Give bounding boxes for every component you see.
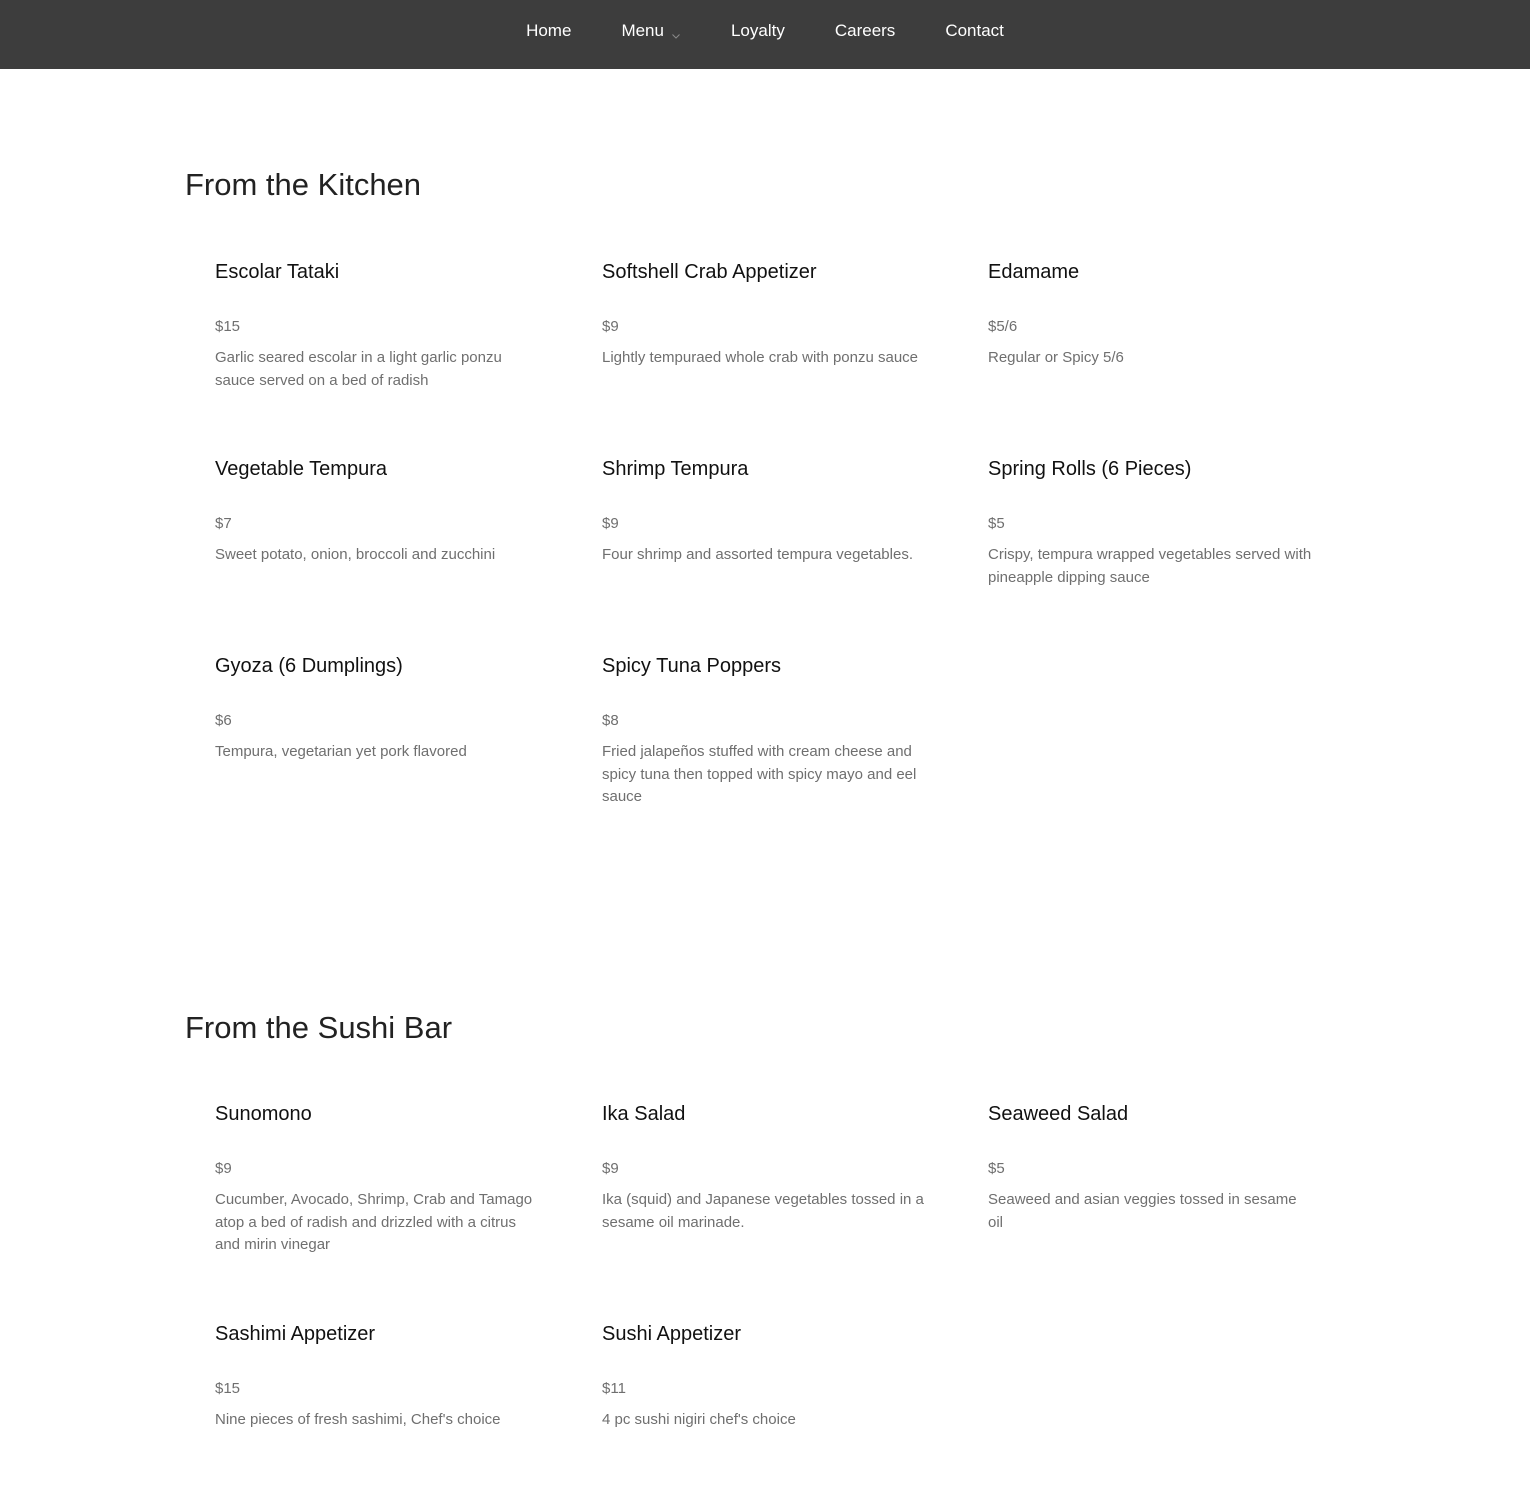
nav-home-label: Home <box>526 21 572 40</box>
item-name: Sushi Appetizer <box>602 1323 741 1345</box>
item-description: Nine pieces of fresh sashimi, Chef's choice <box>215 1411 501 1428</box>
top-navigation-bar <box>0 0 1530 69</box>
item-description: Ika (squid) and Japanese vegetables tossed in a sesame oil marinade. <box>602 1191 924 1231</box>
item-name: Sashimi Appetizer <box>215 1323 376 1345</box>
item-price: $15 <box>215 1380 241 1397</box>
item-price: $9 <box>602 1160 619 1177</box>
item-name: Shrimp Tempura <box>602 458 749 480</box>
item-name: Escolar Tataki <box>215 261 340 283</box>
item-price: $7 <box>215 515 232 532</box>
item-description: Garlic seared escolar in a light garlic ponzu sauce served on a bed of radish <box>215 349 502 389</box>
item-description: Fried jalapeños stuffed with cream cheese and spicy tuna then topped with spicy mayo and eel sauce <box>602 743 917 805</box>
item-price: $9 <box>602 515 619 532</box>
nav-menu-link[interactable] <box>621 21 681 41</box>
chevron-down-icon <box>671 26 681 36</box>
item-price: $5 <box>988 515 1005 532</box>
item-price: $11 <box>602 1380 626 1397</box>
item-price: $9 <box>215 1160 232 1177</box>
item-description: Lightly tempuraed whole crab with ponzu sauce <box>602 349 919 366</box>
item-description: Tempura, vegetarian yet pork flavored <box>215 743 467 760</box>
nav-home-link[interactable] <box>526 21 571 41</box>
item-description: Sweet potato, onion, broccoli and zucchini <box>215 546 496 563</box>
item-name: Gyoza (6 Dumplings) <box>215 655 403 677</box>
nav-loyalty-label: Loyalty <box>730 21 785 40</box>
nav-menu-label: Menu <box>621 21 664 40</box>
nav-contact-link[interactable] <box>945 21 1004 41</box>
item-name: Spring Rolls (6 Pieces) <box>988 458 1192 480</box>
item-name: Sunomono <box>215 1103 312 1125</box>
item-description: Crispy, tempura wrapped vegetables served with pineapple dipping sauce <box>988 546 1312 586</box>
main-menu <box>0 0 1530 62</box>
item-name: Ika Salad <box>602 1103 686 1125</box>
section-title: From the Kitchen <box>185 167 422 202</box>
item-name: Seaweed Salad <box>988 1103 1129 1125</box>
item-price: $9 <box>602 318 619 335</box>
nav-careers-label: Careers <box>834 21 896 40</box>
nav-careers-link[interactable] <box>835 21 895 41</box>
item-description: Four shrimp and assorted tempura vegetables. <box>602 546 913 563</box>
item-description: Seaweed and asian veggies tossed in sesame oil <box>988 1191 1297 1231</box>
item-price: $15 <box>215 318 241 335</box>
item-price: $6 <box>215 712 232 729</box>
item-description: Regular or Spicy 5/6 <box>988 349 1124 366</box>
nav-contact-label: Contact <box>945 21 1004 40</box>
item-name: Softshell Crab Appetizer <box>602 261 817 283</box>
item-description: 4 pc sushi nigiri chef's choice <box>602 1411 796 1428</box>
item-price: $5 <box>988 1160 1005 1177</box>
item-price: $8 <box>602 712 619 729</box>
item-price: $5/6 <box>988 318 1018 335</box>
item-description: Cucumber, Avocado, Shrimp, Crab and Tamago atop a bed of radish and drizzled with a citrus and mirin vinegar <box>215 1191 533 1253</box>
nav-loyalty-link[interactable] <box>731 21 785 41</box>
item-name: Spicy Tuna Poppers <box>602 655 781 677</box>
item-name: Vegetable Tempura <box>215 458 387 480</box>
section-title: From the Sushi Bar <box>185 1010 453 1045</box>
item-name: Edamame <box>988 261 1080 283</box>
